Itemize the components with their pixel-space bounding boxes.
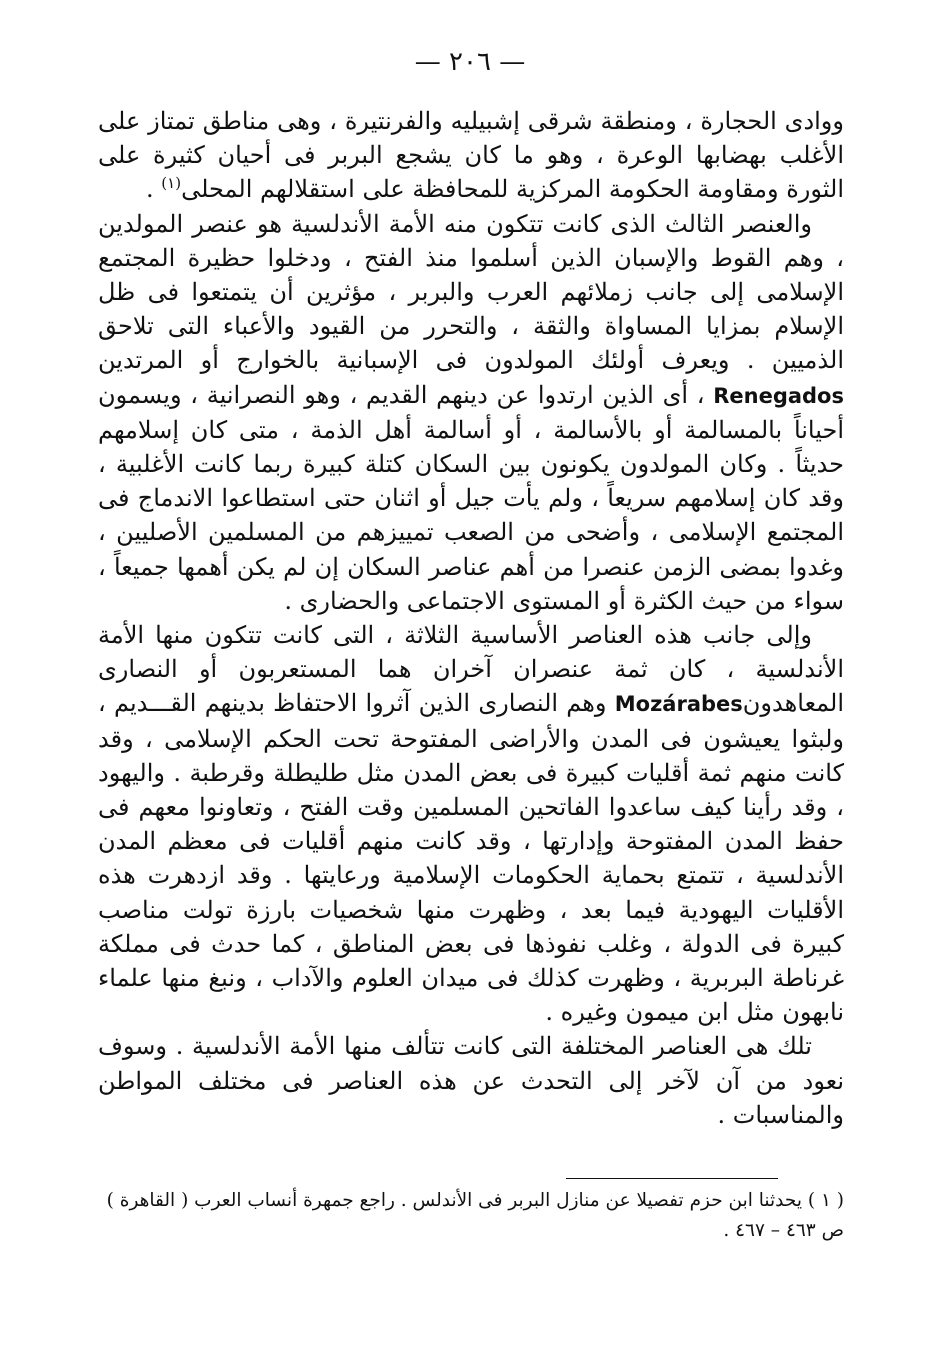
body-text <box>98 104 844 1132</box>
paragraph-1-text: ووادى الحجارة ، ومنطقة شرقى إشبيليه والفرنتيرة ، وهى مناطق تمتاز على الأغلب بهضابها الوعرة ، وهو ما كان يشجع البربر فى أحيان كثيرة على الثورة ومقاومة الحكومة المركزية للمحافظة على استقلالهم المحلى <box>98 107 844 204</box>
paragraph-3-text-a: وإلى جانب هذه العناصر الأساسية الثلاثة ، التى كانت تتكون منها الأمة الأندلسية ، كان ثمة عنصران آخران هما المستعربون أو النصارى المعاهدون <box>98 621 844 718</box>
footnote-divider <box>566 1178 778 1179</box>
paragraph-2-text-a: والعنصر الثالث الذى كانت تتكون منه الأمة الأندلسية هو عنصر المولدين ، وهم القوط والإسبان الذين أسلموا منذ الفتح ، ودخلوا حظيرة المجتمع الإسلامى إلى جانب زملائهم العرب والبربر ، مؤثرين أن يتمتعوا فى ظل الإسلام بمزايا المساواة والثقة ، والتحرر من القيود والأعباء التى تلاحق الذميين . ويعرف أولئك المولدون فى الإسبانية بالخوارج أو المرتدين <box>98 209 844 375</box>
paragraph-1-end: . <box>146 175 162 204</box>
paragraph-1 <box>98 104 844 207</box>
page-number: — ٢٠٦ — <box>414 47 526 77</box>
paragraph-3-text-b: وهم النصارى الذين آثروا الاحتفاظ بدينهم القـــديم ، ولبثوا يعيشون فى المدن والأراضى المفتوحة تحت الحكم الإسلامى ، وقد كانت منهم ثمة أقليات كبيرة فى بعض المدن مثل طليطلة وقرطبة . واليهود ، وقد رأينا كيف ساعدوا الفاتحين المسلمين وقت الفتح ، وتعاونوا معهم فى حفظ المدن المفتوحة وإدارتها ، وقد كانت منهم أقليات فى معظم المدن الأندلسية ، تتمتع بحماية الحكومات الإسلامية ورعايتها . وقد ازدهرت هذه الأقليات اليهودية فيما بعد ، وظهرت منها شخصيات بارزة تولت مناصب كبيرة فى الدولة ، وغلب نفوذها فى بعض المناطق ، كما حدث فى مملكة غرناطة البربرية ، وظهرت كذلك فى ميدان العلوم والآداب ، ونبغ منها علماء نابهون مثل ابن ميمون وغيره . <box>98 689 844 1027</box>
paragraph-3 <box>98 618 844 1029</box>
paragraph-2-text-b: ، أى الذين ارتدوا عن دينهم القديم ، وهو النصرانية ، ويسمون أحياناً بالمسالمة أو بالأسالمة ، أو أسالمة أهل الذمة ، متى كان إسلامهم حديثاً . وكان المولدون يكونون بين السكان كتلة كبيرة ربما كانت الأغلبية ، وقد كان إسلامهم سريعاً ، ولم يأت جيل أو اثنان حتى استطاعوا الاندماج فى المجتمع الإسلامى ، وأضحى من الصعب تمييزهم من المسلمين الأصليين ، وغدوا بمضى الزمن عنصرا من أهم عناصر السكان إن لم يكن أهمها جميعاً ، سواء من حيث الكثرة أو المستوى الاجتماعى والحضارى . <box>98 380 844 615</box>
paragraph-2 <box>98 207 844 618</box>
footnote: ( ١ ) يحدثنا ابن حزم تفصيلا عن منازل البربر فى الأندلس . راجع جمهرة أنساب العرب ( القاهرة ) ص ٤٦٣ – ٤٦٧ . <box>106 1190 844 1241</box>
footnote-reference: (١) <box>161 174 182 193</box>
latin-term-mozarabes: Mozárabes <box>614 692 743 717</box>
latin-term-renegados: Renegados <box>713 383 844 408</box>
paragraph-4: تلك هى العناصر المختلفة التى كانت تتألف منها الأمة الأندلسية . وسوف نعود من آن لآخر إلى التحدث عن هذه العناصر فى مختلف المواطن والمناسبات . <box>98 1032 844 1129</box>
